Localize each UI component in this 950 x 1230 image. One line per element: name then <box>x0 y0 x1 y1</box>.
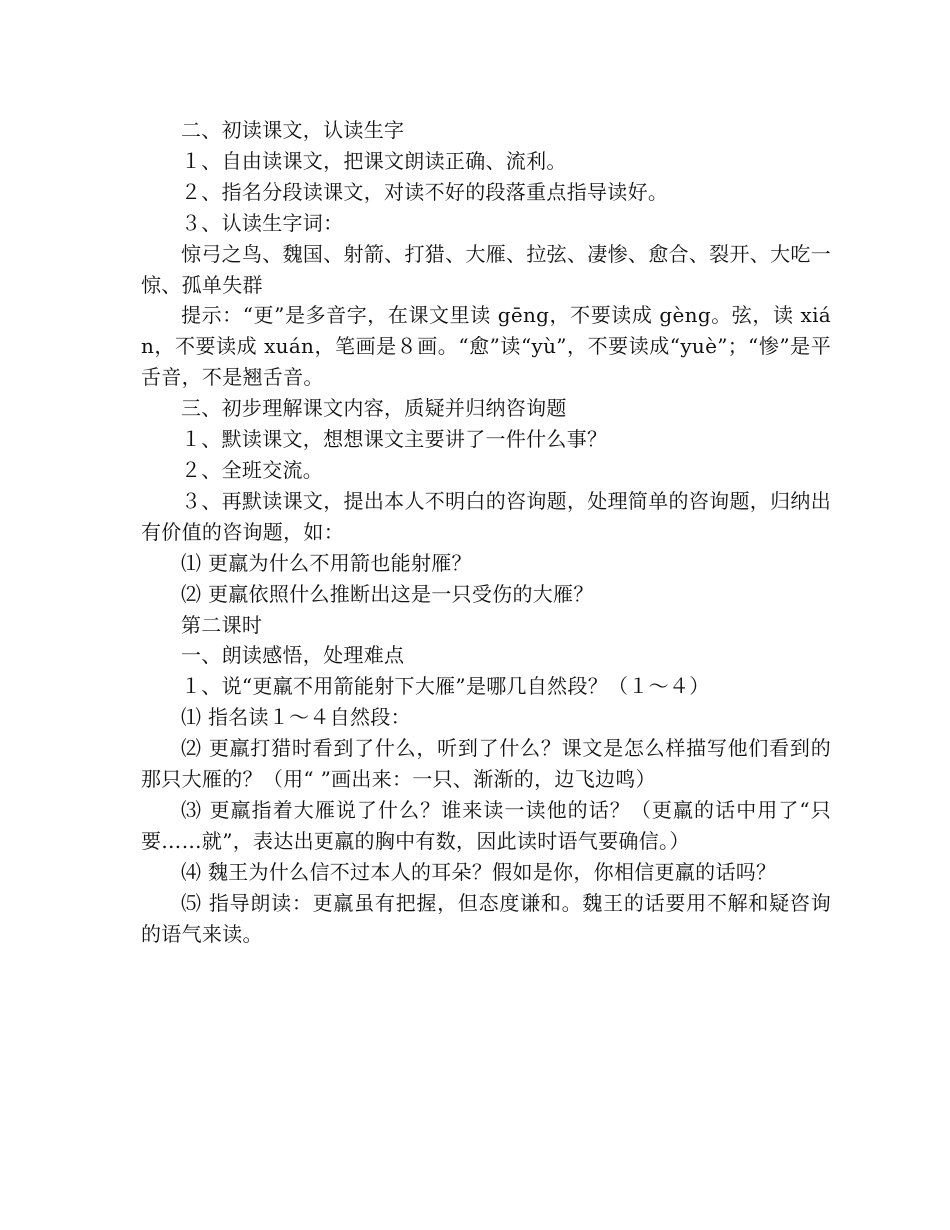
sub-list-item: ⑷ 魏王为什么信不过本人的耳朵？假如是你，你相信更羸的话吗？ <box>181 859 777 884</box>
sub-list-item: ⑶ 更羸指着大雁说了什么？谁来读一读他的话？（更羸的话中用了“只要……就”，表达出更羸的胸中有数，因此读时语气要确信。） <box>141 797 831 853</box>
list-item: ２、指名分段读课文，对读不好的段落重点指导读好。 <box>181 179 669 204</box>
section-heading: 三、初步理解课文内容，质疑并归纳咨询题 <box>181 396 567 421</box>
document-body <box>141 115 831 949</box>
lesson-heading: 第二课时 <box>181 612 263 637</box>
sub-list-item: ⑵ 更羸依照什么推断出这是一只受伤的大雁？ <box>181 581 594 606</box>
hint-paragraph: 提示：“更”是多音字，在课文里读 gēng，不要读成 gèng。弦，读 xián，不要读成 xuán，笔画是８画。“愈”读“yù”，不要读成“yuè”；“惨”是平舌音，不是翘舌音。 <box>141 303 831 390</box>
list-item: ２、全班交流。 <box>181 457 324 482</box>
sub-list-item: ⑵ 更羸打猎时看到了什么，听到了什么？课文是怎么样描写他们看到的那只大雁的？（用“ ”画出来：一只、渐渐的，边飞边鸣） <box>141 736 831 792</box>
vocabulary-paragraph: 惊弓之鸟、魏国、射箭、打猎、大雁、拉弦、凄惨、愈合、裂开、大吃一惊、孤单失群 <box>141 241 831 297</box>
sub-list-item: ⑴ 指名读１～４自然段： <box>181 705 411 730</box>
list-item: １、自由读课文，把课文朗读正确、流利。 <box>181 148 567 173</box>
sub-list-item: ⑴ 更羸为什么不用箭也能射雁？ <box>181 550 472 575</box>
list-item: ３、认读生字词： <box>181 210 344 235</box>
section-heading: 一、朗读感悟，处理难点 <box>181 643 405 668</box>
list-item: ３、再默读课文，提出本人不明白的咨询题，处理简单的咨询题，归纳出有价值的咨询题，如： <box>141 488 831 544</box>
list-item: １、说“更羸不用箭能射下大雁”是哪几自然段？（１～４） <box>181 674 710 699</box>
list-item: １、默读课文，想想课文主要讲了一件什么事？ <box>181 427 608 452</box>
section-heading: 二、初读课文，认读生字 <box>181 118 405 142</box>
sub-list-item: ⑸ 指导朗读：更羸虽有把握，但态度谦和。魏王的话要用不解和疑咨询的语气来读。 <box>141 890 831 946</box>
